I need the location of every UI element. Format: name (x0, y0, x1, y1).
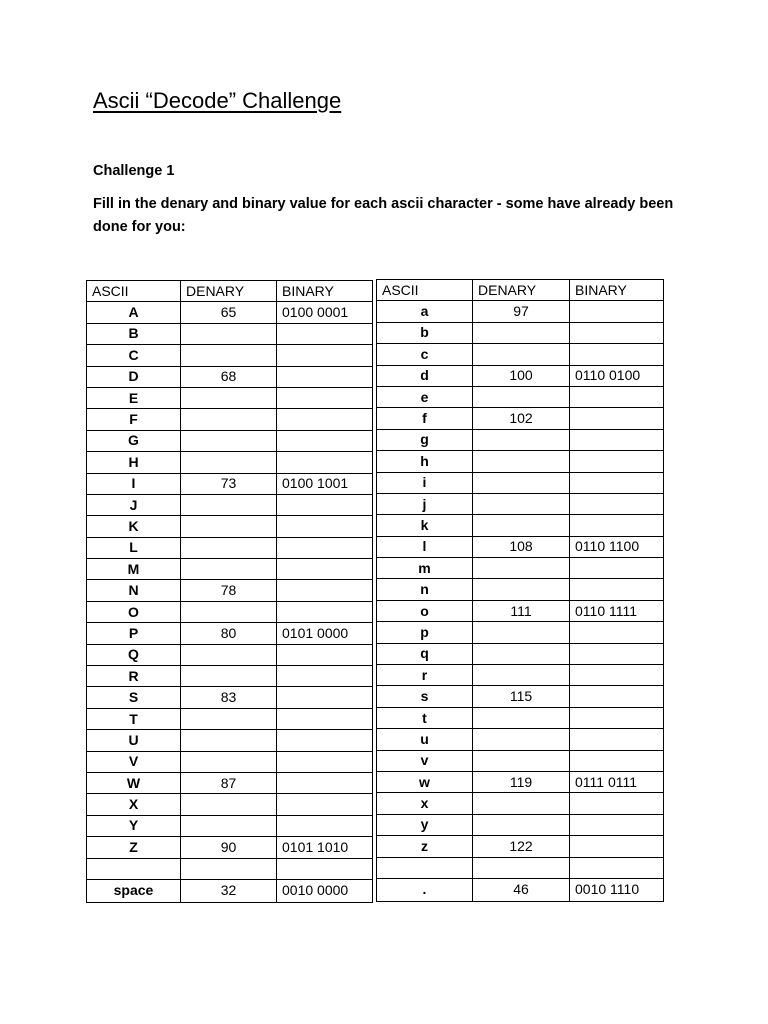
page-title: Ascii “Decode” Challenge (93, 88, 342, 113)
denary-cell[interactable] (473, 814, 570, 835)
empty-cell (277, 858, 373, 879)
binary-cell[interactable] (570, 408, 664, 429)
table-row (87, 452, 373, 473)
ascii-cell: Y (87, 815, 181, 836)
binary-cell[interactable] (570, 322, 664, 343)
ascii-cell: b (377, 322, 473, 343)
table-row (377, 301, 664, 322)
ascii-cell: j (377, 493, 473, 514)
table-header-row (87, 281, 373, 302)
denary-cell[interactable] (473, 579, 570, 600)
ascii-cell: i (377, 472, 473, 493)
binary-cell[interactable] (570, 707, 664, 728)
ascii-cell: m (377, 558, 473, 579)
ascii-cell: q (377, 643, 473, 664)
binary-cell[interactable] (570, 301, 664, 322)
table-row (377, 622, 664, 643)
table-row (87, 559, 373, 580)
binary-cell[interactable] (570, 814, 664, 835)
binary-cell[interactable]: 0101 1010 (277, 837, 373, 858)
denary-cell[interactable] (473, 515, 570, 536)
table-row (377, 836, 664, 857)
table-row (87, 537, 373, 558)
ascii-cell: c (377, 344, 473, 365)
binary-cell[interactable] (277, 772, 373, 793)
extra-character-row (377, 878, 664, 901)
ascii-cell: I (87, 473, 181, 494)
binary-cell[interactable] (570, 429, 664, 450)
binary-column-header: BINARY (277, 281, 373, 302)
ascii-cell: Z (87, 837, 181, 858)
denary-cell[interactable] (473, 322, 570, 343)
table-row (377, 579, 664, 600)
binary-cell[interactable] (277, 815, 373, 836)
table-row (377, 322, 664, 343)
ascii-cell: z (377, 836, 473, 857)
denary-cell[interactable]: 122 (473, 836, 570, 857)
denary-cell[interactable]: 83 (181, 687, 277, 708)
binary-cell[interactable] (570, 472, 664, 493)
table-row (87, 751, 373, 772)
binary-cell[interactable] (277, 430, 373, 451)
ascii-cell: D (87, 366, 181, 387)
table-row (377, 472, 664, 493)
empty-row (377, 857, 664, 878)
binary-cell[interactable]: 0110 1111 (570, 600, 664, 621)
binary-cell[interactable]: 0101 0000 (277, 623, 373, 644)
empty-cell (377, 857, 473, 878)
denary-cell[interactable]: 87 (181, 772, 277, 793)
table-row (377, 750, 664, 771)
denary-cell[interactable] (473, 558, 570, 579)
denary-cell[interactable] (181, 430, 277, 451)
table-row (87, 666, 373, 687)
ascii-cell: G (87, 430, 181, 451)
binary-cell[interactable] (570, 643, 664, 664)
ascii-cell: L (87, 537, 181, 558)
ascii-cell: S (87, 687, 181, 708)
ascii-cell: E (87, 387, 181, 408)
empty-cell (570, 857, 664, 878)
denary-cell[interactable] (181, 815, 277, 836)
denary-cell[interactable] (473, 344, 570, 365)
table-row (87, 687, 373, 708)
denary-cell[interactable] (181, 708, 277, 729)
denary-cell[interactable] (473, 472, 570, 493)
table-row (377, 558, 664, 579)
denary-cell[interactable]: 80 (181, 623, 277, 644)
denary-cell[interactable] (181, 666, 277, 687)
ascii-cell: o (377, 600, 473, 621)
ascii-cell: F (87, 409, 181, 430)
denary-cell[interactable] (473, 451, 570, 472)
binary-cell[interactable]: 0010 1110 (570, 878, 664, 901)
denary-cell[interactable]: 90 (181, 837, 277, 858)
ascii-cell: U (87, 730, 181, 751)
ascii-cell: h (377, 451, 473, 472)
table-row (87, 815, 373, 836)
table-row (87, 623, 373, 644)
ascii-cell: f (377, 408, 473, 429)
ascii-cell: J (87, 494, 181, 515)
ascii-cell: T (87, 708, 181, 729)
binary-cell[interactable] (570, 493, 664, 514)
denary-cell[interactable]: 78 (181, 580, 277, 601)
ascii-cell: x (377, 793, 473, 814)
table-row (87, 387, 373, 408)
ascii-cell: s (377, 686, 473, 707)
table-row (87, 580, 373, 601)
binary-cell[interactable] (570, 686, 664, 707)
table-row (87, 794, 373, 815)
binary-cell[interactable] (277, 537, 373, 558)
denary-cell[interactable] (181, 644, 277, 665)
binary-cell[interactable] (277, 409, 373, 430)
table-row (377, 429, 664, 450)
table-row (377, 344, 664, 365)
table-row (87, 409, 373, 430)
table-row (377, 408, 664, 429)
ascii-cell: C (87, 345, 181, 366)
table-row (87, 644, 373, 665)
table-row (87, 837, 373, 858)
denary-cell[interactable] (473, 665, 570, 686)
table-row (87, 708, 373, 729)
table-row (87, 601, 373, 622)
ascii-cell: R (87, 666, 181, 687)
binary-cell[interactable] (570, 622, 664, 643)
denary-cell[interactable] (473, 386, 570, 407)
denary-column-header: DENARY (473, 280, 570, 301)
ascii-cell: W (87, 772, 181, 793)
denary-cell[interactable] (181, 794, 277, 815)
denary-cell[interactable]: 119 (473, 771, 570, 792)
ascii-column-header: ASCII (377, 280, 473, 301)
empty-cell (473, 857, 570, 878)
binary-column-header: BINARY (570, 280, 664, 301)
denary-cell[interactable] (473, 493, 570, 514)
denary-cell[interactable]: 65 (181, 302, 277, 323)
denary-cell[interactable] (473, 729, 570, 750)
table-row (377, 493, 664, 514)
binary-cell[interactable] (277, 494, 373, 515)
binary-cell[interactable] (570, 793, 664, 814)
binary-cell[interactable] (570, 515, 664, 536)
ascii-cell: A (87, 302, 181, 323)
ascii-cell: a (377, 301, 473, 322)
binary-cell[interactable]: 0010 0000 (277, 879, 373, 902)
binary-cell[interactable]: 0110 0100 (570, 365, 664, 386)
table-row (377, 600, 664, 621)
ascii-cell: V (87, 751, 181, 772)
denary-cell[interactable] (181, 452, 277, 473)
ascii-cell: X (87, 794, 181, 815)
empty-cell (181, 858, 277, 879)
denary-cell[interactable] (181, 345, 277, 366)
ascii-cell: n (377, 579, 473, 600)
denary-cell[interactable] (181, 323, 277, 344)
binary-cell[interactable] (277, 387, 373, 408)
ascii-cell: B (87, 323, 181, 344)
ascii-cell: M (87, 559, 181, 580)
table-row (377, 665, 664, 686)
binary-cell[interactable] (277, 708, 373, 729)
table-row (377, 386, 664, 407)
ascii-cell: H (87, 452, 181, 473)
table-header-row (377, 280, 664, 301)
denary-cell[interactable] (473, 793, 570, 814)
table-row (87, 516, 373, 537)
binary-cell[interactable] (277, 687, 373, 708)
ascii-column-header: ASCII (87, 281, 181, 302)
challenge-instructions: Fill in the denary and binary value for each ascii character - some have already been done for you: (93, 196, 674, 235)
table-row (377, 814, 664, 835)
ascii-cell: K (87, 516, 181, 537)
binary-cell[interactable] (277, 452, 373, 473)
table-row (377, 771, 664, 792)
binary-cell[interactable] (570, 836, 664, 857)
denary-cell[interactable]: 115 (473, 686, 570, 707)
ascii-cell: y (377, 814, 473, 835)
table-row (377, 707, 664, 728)
lowercase-ascii-table (376, 279, 664, 902)
ascii-cell: u (377, 729, 473, 750)
binary-cell[interactable] (277, 345, 373, 366)
ascii-cell: v (377, 750, 473, 771)
binary-cell[interactable]: 0111 0111 (570, 771, 664, 792)
ascii-cell: . (377, 878, 473, 901)
binary-cell[interactable] (277, 666, 373, 687)
binary-cell[interactable] (277, 751, 373, 772)
challenge-heading: Challenge 1 (93, 163, 175, 179)
ascii-cell: p (377, 622, 473, 643)
table-row (87, 366, 373, 387)
uppercase-ascii-table (86, 280, 373, 903)
binary-cell[interactable] (570, 344, 664, 365)
denary-cell[interactable]: 97 (473, 301, 570, 322)
binary-cell[interactable] (277, 730, 373, 751)
denary-cell[interactable] (181, 409, 277, 430)
ascii-cell: w (377, 771, 473, 792)
binary-cell[interactable] (570, 558, 664, 579)
extra-character-row (87, 879, 373, 902)
table-row (377, 686, 664, 707)
denary-cell[interactable] (473, 750, 570, 771)
denary-cell[interactable]: 102 (473, 408, 570, 429)
denary-cell[interactable] (181, 537, 277, 558)
binary-cell[interactable] (277, 559, 373, 580)
table-row (377, 536, 664, 557)
denary-cell[interactable] (181, 387, 277, 408)
binary-cell[interactable] (277, 516, 373, 537)
ascii-cell: e (377, 386, 473, 407)
binary-cell[interactable] (570, 750, 664, 771)
table-row (87, 772, 373, 793)
denary-cell[interactable]: 32 (181, 879, 277, 902)
denary-cell[interactable]: 73 (181, 473, 277, 494)
ascii-cell: N (87, 580, 181, 601)
denary-cell[interactable] (181, 730, 277, 751)
ascii-cell: g (377, 429, 473, 450)
binary-cell[interactable] (570, 579, 664, 600)
ascii-cell: P (87, 623, 181, 644)
denary-cell[interactable] (473, 643, 570, 664)
table-row (377, 365, 664, 386)
table-row (87, 345, 373, 366)
denary-cell[interactable]: 68 (181, 366, 277, 387)
table-row (377, 643, 664, 664)
binary-cell[interactable] (277, 601, 373, 622)
ascii-cell: space (87, 879, 181, 902)
table-row (377, 515, 664, 536)
ascii-cell: d (377, 365, 473, 386)
denary-cell[interactable] (473, 429, 570, 450)
ascii-cell: l (377, 536, 473, 557)
table-row (87, 494, 373, 515)
ascii-cell: t (377, 707, 473, 728)
table-row (377, 729, 664, 750)
binary-cell[interactable] (277, 366, 373, 387)
ascii-cell: Q (87, 644, 181, 665)
denary-cell[interactable]: 46 (473, 878, 570, 901)
binary-cell[interactable]: 0110 1100 (570, 536, 664, 557)
table-row (377, 793, 664, 814)
binary-cell[interactable] (570, 386, 664, 407)
binary-cell[interactable]: 0100 0001 (277, 302, 373, 323)
table-row (87, 302, 373, 323)
binary-cell[interactable] (277, 323, 373, 344)
binary-cell[interactable] (570, 729, 664, 750)
binary-cell[interactable]: 0100 1001 (277, 473, 373, 494)
ascii-cell: O (87, 601, 181, 622)
denary-cell[interactable] (181, 494, 277, 515)
binary-cell[interactable] (277, 644, 373, 665)
binary-cell[interactable] (570, 665, 664, 686)
denary-cell[interactable]: 108 (473, 536, 570, 557)
ascii-cell: k (377, 515, 473, 536)
denary-cell[interactable]: 111 (473, 600, 570, 621)
table-row (87, 730, 373, 751)
table-row (87, 430, 373, 451)
denary-cell[interactable]: 100 (473, 365, 570, 386)
denary-cell[interactable] (473, 622, 570, 643)
empty-cell (87, 858, 181, 879)
binary-cell[interactable] (277, 580, 373, 601)
denary-column-header: DENARY (181, 281, 277, 302)
table-row (377, 451, 664, 472)
denary-cell[interactable] (181, 751, 277, 772)
denary-cell[interactable] (181, 601, 277, 622)
denary-cell[interactable] (181, 516, 277, 537)
table-row (87, 323, 373, 344)
denary-cell[interactable] (473, 707, 570, 728)
table-row (87, 473, 373, 494)
denary-cell[interactable] (181, 559, 277, 580)
ascii-cell: r (377, 665, 473, 686)
binary-cell[interactable] (277, 794, 373, 815)
binary-cell[interactable] (570, 451, 664, 472)
empty-row (87, 858, 373, 879)
